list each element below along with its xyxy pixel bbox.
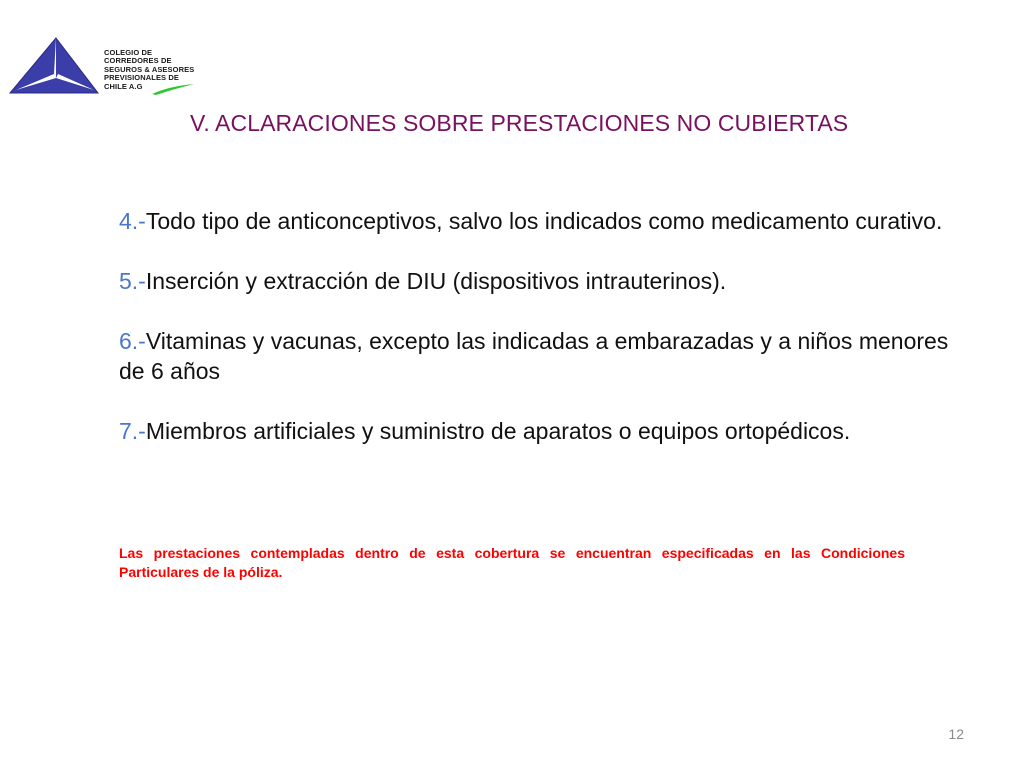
item-text: Todo tipo de anticonceptivos, salvo los indicados como medicamento curativo.: [145, 208, 943, 234]
item-text: Vitaminas y vacunas, excepto las indicadas a embarazadas y a niños menores de 6 años: [119, 328, 949, 384]
logo-line: PREVISIONALES DE: [104, 73, 179, 83]
item-number: 5.-: [119, 268, 146, 294]
exclusion-list: [119, 206, 959, 476]
item-text: Miembros artificiales y suministro de aparatos o equipos ortopédicos.: [145, 418, 851, 444]
item-number: 7.-: [119, 418, 146, 444]
item-number: 4.-: [119, 208, 146, 234]
logo-line: COLEGIO DE: [104, 48, 153, 57]
list-item: [119, 206, 959, 236]
logo-line: CORREDORES DE: [104, 56, 172, 66]
page-title: V. ACLARACIONES SOBRE PRESTACIONES NO CUBIERTAS: [190, 110, 849, 136]
item-text: Inserción y extracción de DIU (dispositivos intrauterinos).: [145, 268, 727, 294]
list-item: [119, 416, 959, 446]
logo-line: SEGUROS & ASESORES: [104, 64, 195, 74]
page-number: 12: [948, 726, 964, 742]
list-item: [119, 326, 959, 386]
item-number: 6.-: [119, 328, 146, 354]
triangle-logo-icon: [8, 36, 100, 96]
list-item: [119, 266, 959, 296]
swoosh-icon: [150, 82, 196, 96]
coverage-note: Las prestaciones contempladas dentro de esta cobertura se encuentran especificadas en las Condiciones Particulares de la póliza.: [119, 545, 905, 580]
logo-line: CHILE A.G: [104, 81, 143, 91]
